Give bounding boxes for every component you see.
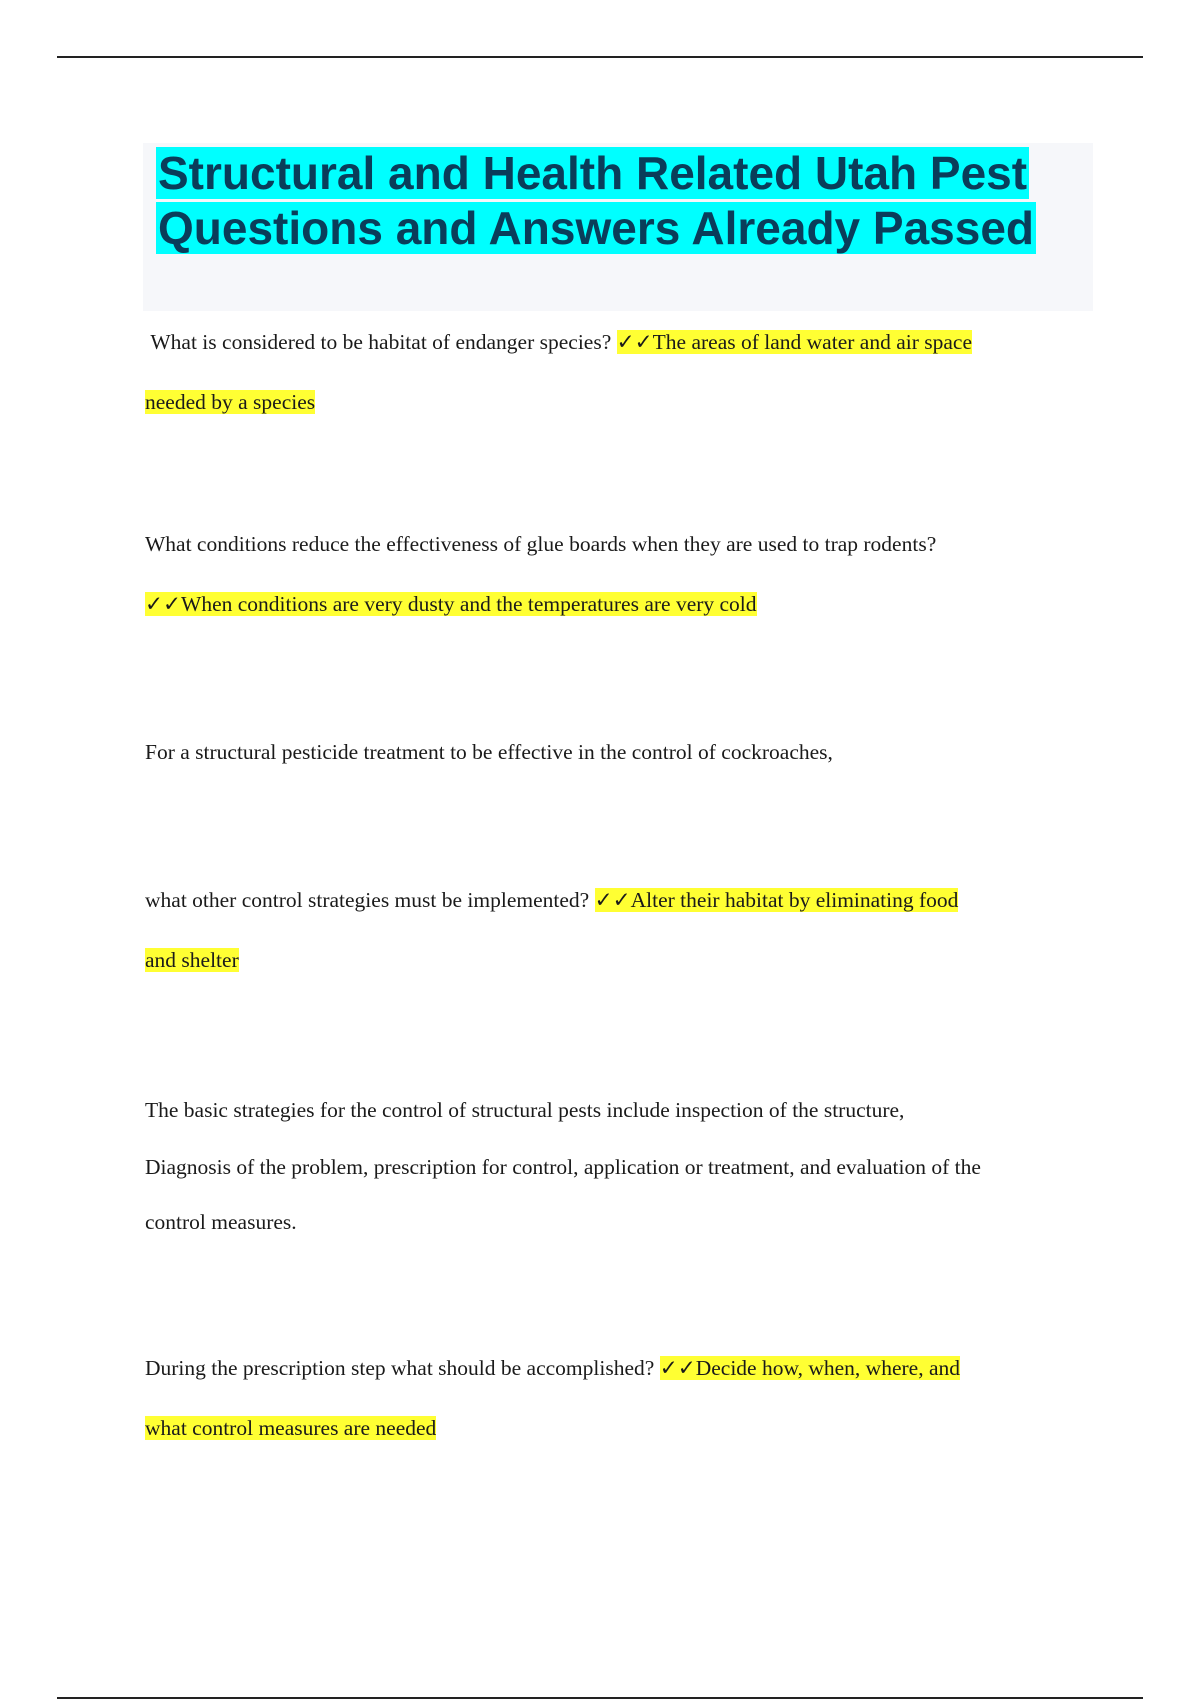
qa-item-4-continued [145, 1398, 1095, 1458]
qa-item-4 [145, 1338, 1095, 1398]
statement-item [145, 722, 1095, 782]
paragraph-line-3 [145, 1195, 1095, 1250]
spacer [145, 990, 1095, 1080]
spacer [145, 1250, 1095, 1338]
answer-text: ✓✓The areas of land water and air space [616, 330, 972, 354]
qa-item-2-answer [145, 574, 1095, 634]
qa-content [145, 312, 1095, 1458]
question-text: What is considered to be habitat of endanger species? [150, 330, 612, 354]
statement-text: For a structural pesticide treatment to be effective in the control of cockroaches, [145, 740, 833, 764]
qa-item-2 [145, 514, 1095, 574]
document-title [156, 146, 1036, 256]
qa-item-3-continued [145, 930, 1095, 990]
answer-text: ✓✓Alter their habitat by eliminating food [594, 888, 959, 912]
answer-text: ✓✓Decide how, when, where, and [659, 1356, 960, 1380]
question-text: During the prescription step what should be accomplished? [145, 1356, 655, 1380]
spacer [145, 782, 1095, 870]
answer-text: and shelter [145, 948, 239, 972]
title-line-2: Questions and Answers Already Passed [158, 202, 1035, 254]
qa-item-1-continued [145, 372, 1095, 432]
paragraph-line-1 [145, 1080, 1095, 1140]
title-line-1: Structural and Health Related Utah Pest [158, 147, 1028, 199]
top-rule [57, 56, 1143, 58]
spacer [145, 634, 1095, 722]
question-text: What conditions reduce the effectiveness of glue boards when they are used to trap rodents? [145, 532, 937, 556]
qa-item-1 [145, 312, 1095, 372]
spacer [145, 432, 1095, 514]
paragraph-text: The basic strategies for the control of structural pests include inspection of the structure, [145, 1098, 905, 1122]
qa-item-3 [145, 870, 1095, 930]
paragraph-line-2 [145, 1140, 1095, 1195]
paragraph-text: Diagnosis of the problem, prescription for control, application or treatment, and evaluation of the [145, 1155, 981, 1179]
answer-text: needed by a species [145, 390, 316, 414]
paragraph-text: control measures. [145, 1210, 297, 1234]
question-text: what other control strategies must be implemented? [145, 888, 590, 912]
answer-text: what control measures are needed [145, 1416, 437, 1440]
answer-text: ✓✓When conditions are very dusty and the temperatures are very cold [145, 592, 757, 616]
bottom-rule [57, 1697, 1143, 1699]
